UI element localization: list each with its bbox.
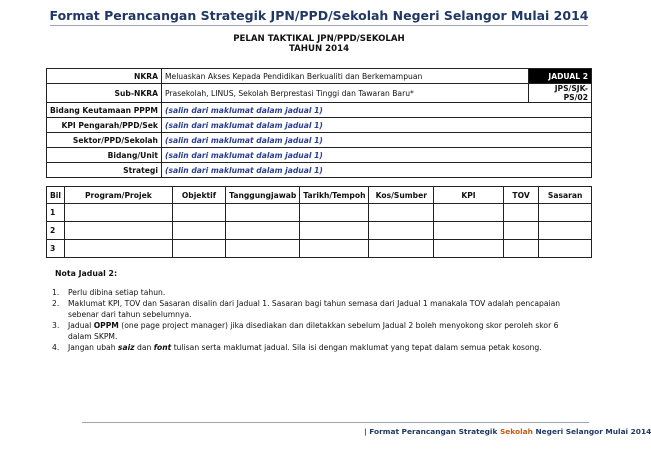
- note-item: [52, 342, 580, 353]
- note-number: 2.: [52, 299, 60, 308]
- table-cell[interactable]: [539, 240, 592, 258]
- note-item: [52, 287, 580, 298]
- info-row-kpi-pengarah: [47, 118, 592, 133]
- table-cell[interactable]: [434, 204, 504, 222]
- table-row: [47, 204, 592, 222]
- row-number: 3: [47, 240, 65, 258]
- column-header-kos: Kos/Sumber: [369, 187, 434, 204]
- note-text-bold: OPPM: [93, 321, 119, 330]
- strategi-label: Strategi: [47, 163, 162, 178]
- note-text-pre: Jangan ubah: [68, 343, 118, 352]
- footer-divider: [82, 422, 589, 423]
- row-number: 2: [47, 222, 65, 240]
- subnkra-label: Sub-NKRA: [47, 84, 162, 103]
- row-number: 1: [47, 204, 65, 222]
- note-number: 4.: [52, 343, 60, 352]
- note-text-post: tulisan serta maklumat jadual. Sila isi dengan maklumat yang tepat dalam semua petak kosong.: [171, 343, 542, 352]
- bidang-keutamaan-label: Bidang Keutamaan PPPM: [47, 103, 162, 118]
- document-year: TAHUN 2014: [288, 44, 350, 54]
- column-header-bil: Bil: [47, 187, 65, 204]
- info-row-sektor: [47, 133, 592, 148]
- page-footer: [364, 427, 651, 436]
- table-cell[interactable]: [226, 240, 300, 258]
- info-row-bidang-unit: [47, 148, 592, 163]
- page-header-title: Format Perancangan Strategik JPN/PPD/Sekolah Negeri Selangor Mulai 2014: [49, 8, 589, 23]
- column-header-tarikh: Tarikh/Tempoh: [300, 187, 369, 204]
- footer-text-end: Negeri Selangor Mulai 2014: [532, 427, 651, 436]
- table-cell[interactable]: [369, 204, 434, 222]
- table-cell[interactable]: [503, 222, 539, 240]
- table-cell[interactable]: [300, 240, 369, 258]
- kpi-pengarah-label: KPI Pengarah/PPD/Sek: [47, 118, 162, 133]
- info-table: [46, 68, 592, 178]
- column-header-tov: TOV: [503, 187, 539, 204]
- table-cell[interactable]: [172, 222, 225, 240]
- table-cell[interactable]: [539, 204, 592, 222]
- note-text-bold-italic: font: [153, 343, 172, 352]
- strategi-value[interactable]: (salin dari maklumat dalam jadual 1): [161, 163, 591, 178]
- header-divider: [50, 25, 588, 26]
- notes-title: Nota Jadual 2:: [55, 269, 118, 278]
- table-cell[interactable]: [226, 222, 300, 240]
- sektor-label: Sektor/PPD/Sekolah: [47, 133, 162, 148]
- note-text: Maklumat KPI, TOV dan Sasaran disalin dari Jadual 1. Sasaran bagi tahun semasa dari Jadual 1 manakala TOV adalah pencapaian sebenar dari tahun sebelumnya.: [68, 299, 561, 319]
- footer-separator: |: [364, 427, 370, 436]
- table-cell[interactable]: [300, 222, 369, 240]
- info-row-bidang-keutamaan: [47, 103, 592, 118]
- table-cell[interactable]: [172, 240, 225, 258]
- kpi-pengarah-value[interactable]: (salin dari maklumat dalam jadual 1): [161, 118, 591, 133]
- column-header-kpi: KPI: [434, 187, 504, 204]
- column-header-tanggungjawab: Tanggungjawab: [226, 187, 300, 204]
- note-text: Perlu dibina setiap tahun.: [68, 288, 166, 297]
- document-code: JPS/SJK-PS/02: [529, 84, 592, 103]
- table-cell[interactable]: [172, 204, 225, 222]
- note-text-post: (one page project manager) jika disediakan dan diletakkan sebelum Jadual 2 boleh menyokong skor peroleh skor 6 dalam SKPM.: [68, 321, 559, 341]
- table-cell[interactable]: [369, 240, 434, 258]
- table-cell[interactable]: [65, 240, 173, 258]
- nkra-label: NKRA: [47, 69, 162, 84]
- subnkra-value: Prasekolah, LINUS, Sekolah Berprestasi Tinggi dan Tawaran Baru*: [161, 84, 528, 103]
- note-text-pre: Jadual: [68, 321, 94, 330]
- document-title: PELAN TAKTIKAL JPN/PPD/SEKOLAH: [233, 34, 405, 44]
- table-cell[interactable]: [503, 240, 539, 258]
- table-cell[interactable]: [369, 222, 434, 240]
- note-number: 1.: [52, 288, 60, 297]
- nkra-value: Meluaskan Akses Kepada Pendidikan Berkualiti dan Berkemampuan: [161, 69, 528, 84]
- note-number: 3.: [52, 321, 60, 330]
- bidang-unit-value[interactable]: (salin dari maklumat dalam jadual 1): [161, 148, 591, 163]
- info-row-subnkra: [47, 84, 592, 103]
- note-item: [52, 320, 580, 342]
- table-cell[interactable]: [434, 222, 504, 240]
- sektor-value[interactable]: (salin dari maklumat dalam jadual 1): [161, 133, 591, 148]
- footer-text: Format Perancangan Strategik: [369, 427, 500, 436]
- column-header-sasaran: Sasaran: [539, 187, 592, 204]
- plan-table-header-row: [47, 187, 592, 204]
- table-cell[interactable]: [65, 204, 173, 222]
- table-cell[interactable]: [539, 222, 592, 240]
- table-cell[interactable]: [65, 222, 173, 240]
- table-row: [47, 222, 592, 240]
- bidang-keutamaan-value[interactable]: (salin dari maklumat dalam jadual 1): [161, 103, 591, 118]
- info-row-strategi: [47, 163, 592, 178]
- plan-table: [46, 186, 592, 258]
- note-text-mid: dan: [134, 343, 154, 352]
- footer-highlight: Sekolah: [499, 427, 533, 436]
- bidang-unit-label: Bidang/Unit: [47, 148, 162, 163]
- info-row-nkra: [47, 69, 592, 84]
- table-row: [47, 240, 592, 258]
- table-cell[interactable]: [503, 204, 539, 222]
- table-cell[interactable]: [434, 240, 504, 258]
- note-text-bold-italic: saiz: [117, 343, 135, 352]
- notes-list: [52, 287, 580, 353]
- table-cell[interactable]: [226, 204, 300, 222]
- note-item: [52, 298, 580, 320]
- jadual-badge: JADUAL 2: [529, 69, 592, 84]
- column-header-objektif: Objektif: [172, 187, 225, 204]
- table-cell[interactable]: [300, 204, 369, 222]
- column-header-program: Program/Projek: [65, 187, 173, 204]
